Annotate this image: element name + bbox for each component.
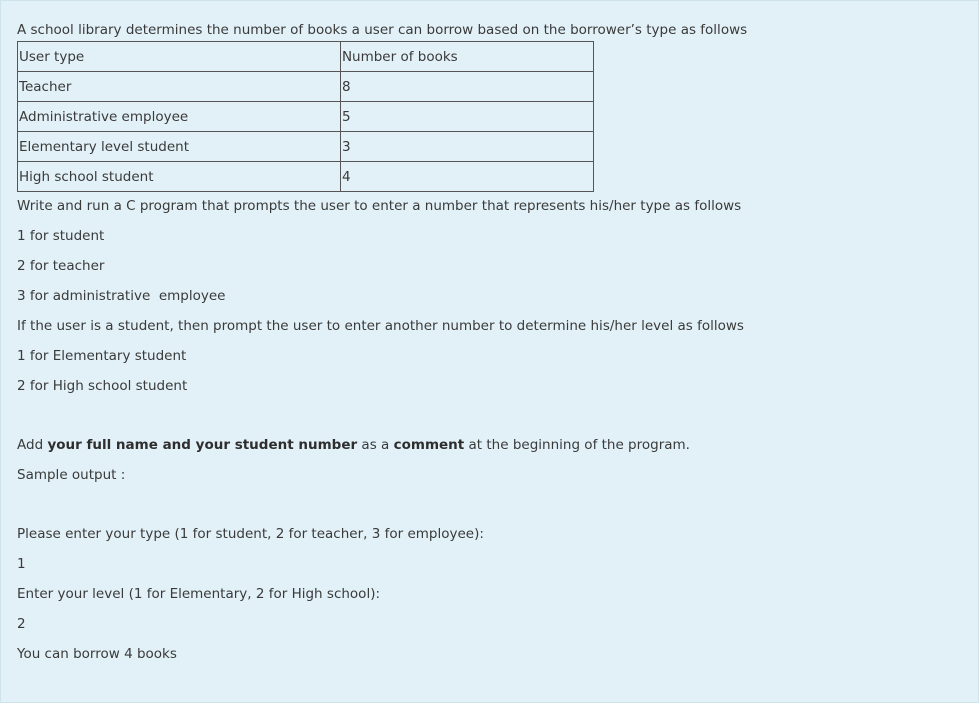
- table-cell-user-type: Teacher: [18, 72, 341, 102]
- table-cell-user-type: High school student: [18, 162, 341, 192]
- name-and-number-emphasis: your full name and your student number: [47, 437, 358, 453]
- table-row: [18, 102, 594, 132]
- table-header-row: [18, 42, 594, 72]
- table-row: [18, 162, 594, 192]
- table-cell-user-type: Administrative employee: [18, 102, 341, 132]
- table-cell-user-type: Elementary level student: [18, 132, 341, 162]
- type-option: 1 for student: [17, 228, 105, 244]
- table-cell-books: 5: [340, 102, 593, 132]
- sample-result: You can borrow 4 books: [17, 646, 177, 662]
- table-header-user-type: User type: [18, 42, 341, 72]
- add-prefix: Add: [17, 437, 48, 453]
- type-option: 3 for administrative employee: [17, 288, 226, 304]
- sample-prompt-type: Please enter your type (1 for student, 2 for teacher, 3 for employee):: [17, 526, 484, 542]
- add-comment-instruction: [17, 436, 957, 454]
- books-table: [17, 41, 594, 192]
- sample-input-level: 2: [17, 616, 26, 632]
- table-cell-books: 4: [340, 162, 593, 192]
- add-middle: as a: [357, 437, 394, 453]
- add-suffix: at the beginning of the program.: [464, 437, 690, 453]
- table-row: [18, 132, 594, 162]
- sample-input-type: 1: [17, 556, 26, 572]
- sample-prompt-level: Enter your level (1 for Elementary, 2 for High school):: [17, 586, 381, 602]
- type-option: 2 for teacher: [17, 258, 105, 274]
- level-option: 2 for High school student: [17, 378, 188, 394]
- write-program-instruction: Write and run a C program that prompts the user to enter a number that represents his/her type as follows: [17, 198, 742, 214]
- sample-output-label: Sample output :: [17, 467, 126, 483]
- table-header-number-of-books: Number of books: [340, 42, 593, 72]
- comment-emphasis: comment: [393, 437, 465, 453]
- table-row: [18, 72, 594, 102]
- level-option: 1 for Elementary student: [17, 348, 187, 364]
- table-cell-books: 3: [340, 132, 593, 162]
- table-cell-books: 8: [340, 72, 593, 102]
- question-content: [17, 21, 957, 663]
- student-level-instruction: If the user is a student, then prompt the user to enter another number to determine his/her level as follows: [17, 318, 744, 334]
- intro-text: A school library determines the number of books a user can borrow based on the borrower’s type as follows: [17, 22, 748, 38]
